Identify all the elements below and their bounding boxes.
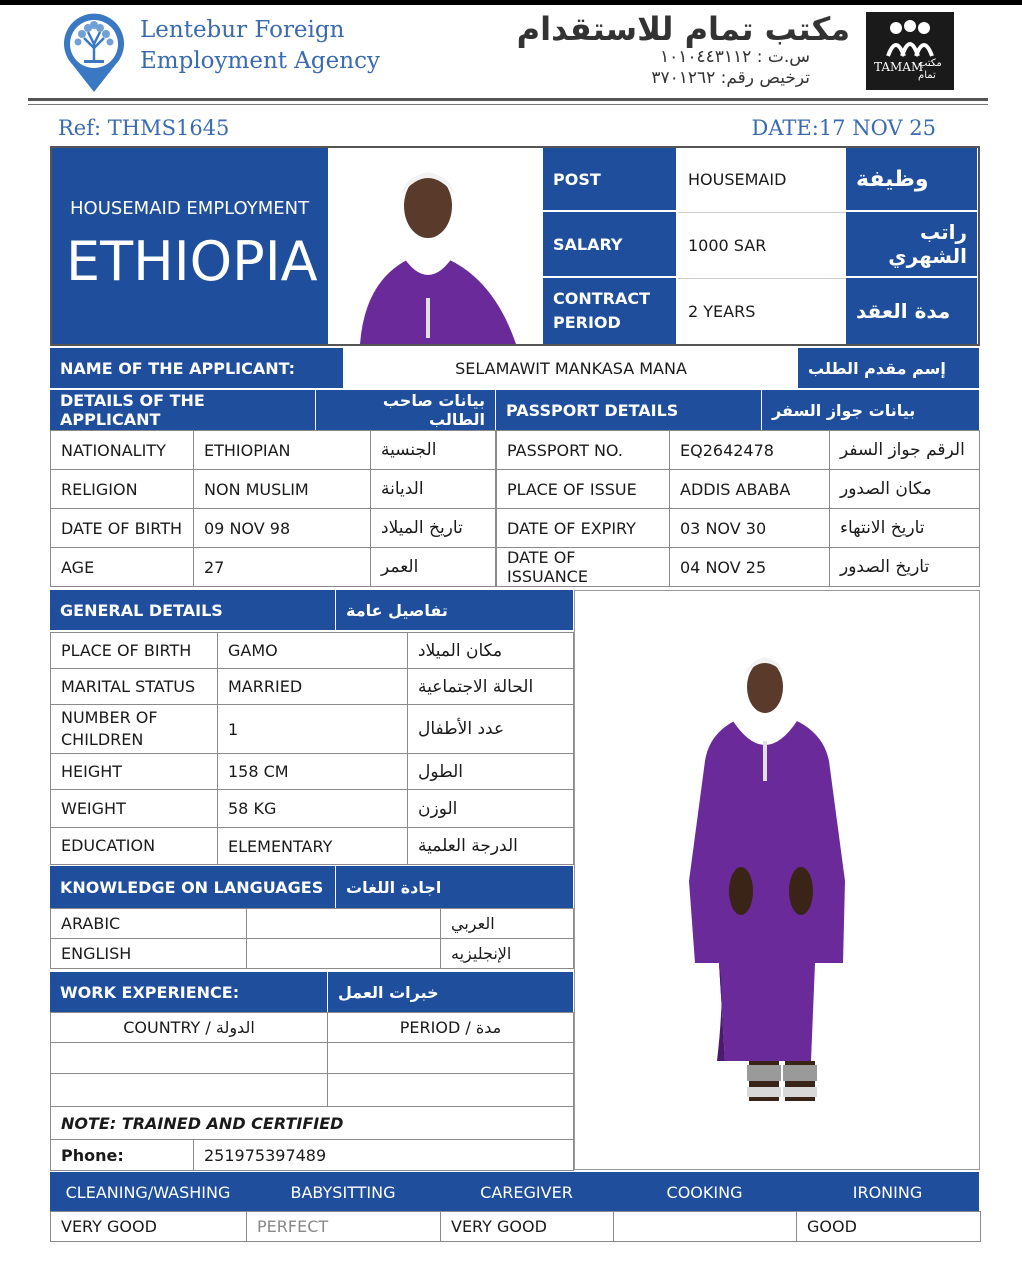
job-salary-value: 1000 SAR — [678, 212, 846, 277]
passport-value: 04 NOV 25 — [669, 547, 830, 587]
phone-label: Phone: — [50, 1139, 194, 1171]
passport-header-arabic: بيانات جواز السفر — [762, 390, 980, 430]
tamam-logo-text: TAMAM — [874, 60, 924, 74]
general-value: 58 KG — [217, 789, 408, 828]
passport-label-arabic: تاريخ الانتهاء — [829, 508, 980, 548]
header-divider — [28, 98, 988, 101]
passport-label-arabic: مكان الصدور — [829, 469, 980, 509]
work-row-empty — [50, 1042, 328, 1074]
skill-level: VERY GOOD — [440, 1211, 615, 1242]
passport-value: EQ2642478 — [669, 430, 830, 470]
details-header-arabic: بيانات صاحب الطالب — [316, 390, 496, 430]
general-label: EDUCATION — [50, 827, 218, 865]
work-header-arabic: خبرات العمل — [328, 972, 574, 1012]
detail-value: NON MUSLIM — [193, 469, 371, 509]
language-name: ARABIC — [50, 908, 247, 939]
training-note: NOTE: TRAINED AND CERTIFIED — [50, 1106, 574, 1140]
language-name: ENGLISH — [50, 938, 247, 969]
general-value: MARRIED — [217, 668, 408, 705]
job-salary-arabic: راتب الشهري — [846, 212, 978, 277]
detail-value: ETHIOPIAN — [193, 430, 371, 470]
general-label-arabic: الطول — [407, 753, 574, 790]
general-value: ELEMENTARY — [217, 827, 408, 865]
general-label: NUMBER OF CHILDREN — [50, 704, 218, 754]
language-name-arabic: العربي — [440, 908, 574, 939]
passport-label: PASSPORT NO. — [496, 430, 670, 470]
job-contract-label: CONTRACT PERIOD — [543, 278, 677, 344]
applicant-name-label: NAME OF THE APPLICANT: — [50, 348, 344, 388]
language-level — [246, 938, 441, 969]
passport-label-arabic: الرقم جواز السفر — [829, 430, 980, 470]
banner-subtitle: HOUSEMAID EMPLOYMENT — [70, 198, 310, 219]
applicant-headshot — [330, 148, 542, 344]
work-row-empty — [327, 1073, 574, 1107]
general-value: 158 CM — [217, 753, 408, 790]
skill-level — [613, 1211, 798, 1242]
detail-label-arabic: العمر — [370, 547, 496, 587]
agency-arabic-name: مكتب تمام للاستقدام — [516, 10, 850, 48]
detail-label-arabic: الديانة — [370, 469, 496, 509]
detail-value: 09 NOV 98 — [193, 508, 371, 548]
agency-name-line1: Lentebur Foreign — [140, 17, 345, 43]
general-label: WEIGHT — [50, 789, 218, 828]
work-row-empty — [327, 1042, 574, 1074]
agency-cr-number: س.ت : ١٠١٠٤٤٣١١٢ — [659, 47, 810, 67]
passport-label: DATE OF EXPIRY — [496, 508, 670, 548]
general-label: HEIGHT — [50, 753, 218, 790]
applicant-full-photo — [574, 590, 980, 1170]
general-header-arabic: تفاصيل عامة — [336, 590, 574, 630]
passport-label: DATE OF ISSUANCE — [496, 547, 670, 587]
job-contract-arabic: مدة العقد — [846, 278, 978, 344]
skill-name: BABYSITTING — [246, 1172, 441, 1212]
document-date: DATE:17 NOV 25 — [751, 116, 936, 140]
skill-level: PERFECT — [246, 1211, 442, 1242]
work-row-empty — [50, 1073, 328, 1107]
general-value: 1 — [217, 704, 408, 754]
passport-label-arabic: تاريخ الصدور — [829, 547, 980, 587]
tamam-logo-arabic: مكتب تمام — [918, 58, 942, 81]
skill-level: GOOD — [796, 1211, 981, 1242]
detail-label-arabic: تاريخ الميلاد — [370, 508, 496, 548]
phone-value: 251975397489 — [193, 1139, 574, 1171]
job-post-arabic: وظيفة — [846, 148, 978, 211]
country-banner — [52, 148, 328, 344]
languages-header-arabic: اجادة اللغات — [336, 866, 574, 908]
general-label: MARITAL STATUS — [50, 668, 218, 705]
work-country-column: COUNTRY / الدولة — [50, 1012, 328, 1043]
applicant-name-arabic: إسم مقدم الطلب — [798, 348, 980, 388]
top-border — [0, 0, 1022, 5]
agency-license-number: ترخيص رقم: ٣٧٠١٢٦٢ — [651, 68, 810, 88]
detail-label: NATIONALITY — [50, 430, 194, 470]
general-header: GENERAL DETAILS — [50, 590, 336, 630]
agency-name-line2: Employment Agency — [140, 48, 380, 74]
passport-value: 03 NOV 30 — [669, 508, 830, 548]
job-contract-value: 2 YEARS — [678, 278, 846, 344]
general-value: GAMO — [217, 632, 408, 669]
reference-number: Ref: THMS1645 — [58, 116, 230, 140]
passport-label: PLACE OF ISSUE — [496, 469, 670, 509]
banner-country: ETHIOPIA — [66, 230, 318, 293]
general-label: PLACE OF BIRTH — [50, 632, 218, 669]
general-label-arabic: الدرجة العلمية — [407, 827, 574, 865]
language-name-arabic: الإنجليزيه — [440, 938, 574, 969]
header-divider-thin — [28, 104, 988, 105]
work-period-column: PERIOD / مدة — [327, 1012, 574, 1043]
general-label-arabic: عدد الأطفال — [407, 704, 574, 754]
agency-logo-pin — [60, 12, 128, 94]
job-salary-label: SALARY — [543, 212, 677, 277]
skill-name: IRONING — [796, 1172, 980, 1212]
detail-label: DATE OF BIRTH — [50, 508, 194, 548]
work-header: WORK EXPERIENCE: — [50, 972, 328, 1012]
passport-value: ADDIS ABABA — [669, 469, 830, 509]
applicant-name: SELAMAWIT MANKASA MANA — [344, 348, 798, 388]
general-label-arabic: مكان الميلاد — [407, 632, 574, 669]
job-post-label: POST — [543, 148, 677, 211]
tamam-logo — [866, 12, 954, 90]
detail-value: 27 — [193, 547, 371, 587]
skill-name: COOKING — [613, 1172, 797, 1212]
passport-header: PASSPORT DETAILS — [496, 390, 762, 430]
general-label-arabic: الحالة الاجتماعية — [407, 668, 574, 705]
skill-name: CLEANING/WASHING — [50, 1172, 247, 1212]
detail-label: AGE — [50, 547, 194, 587]
languages-header: KNOWLEDGE ON LANGUAGES — [50, 866, 336, 908]
skill-level: VERY GOOD — [50, 1211, 248, 1242]
detail-label-arabic: الجنسية — [370, 430, 496, 470]
language-level — [246, 908, 441, 939]
general-label-arabic: الوزن — [407, 789, 574, 828]
skill-name: CAREGIVER — [440, 1172, 614, 1212]
job-post-value: HOUSEMAID — [678, 148, 846, 211]
detail-label: RELIGION — [50, 469, 194, 509]
details-header: DETAILS OF THE APPLICANT — [50, 390, 316, 430]
